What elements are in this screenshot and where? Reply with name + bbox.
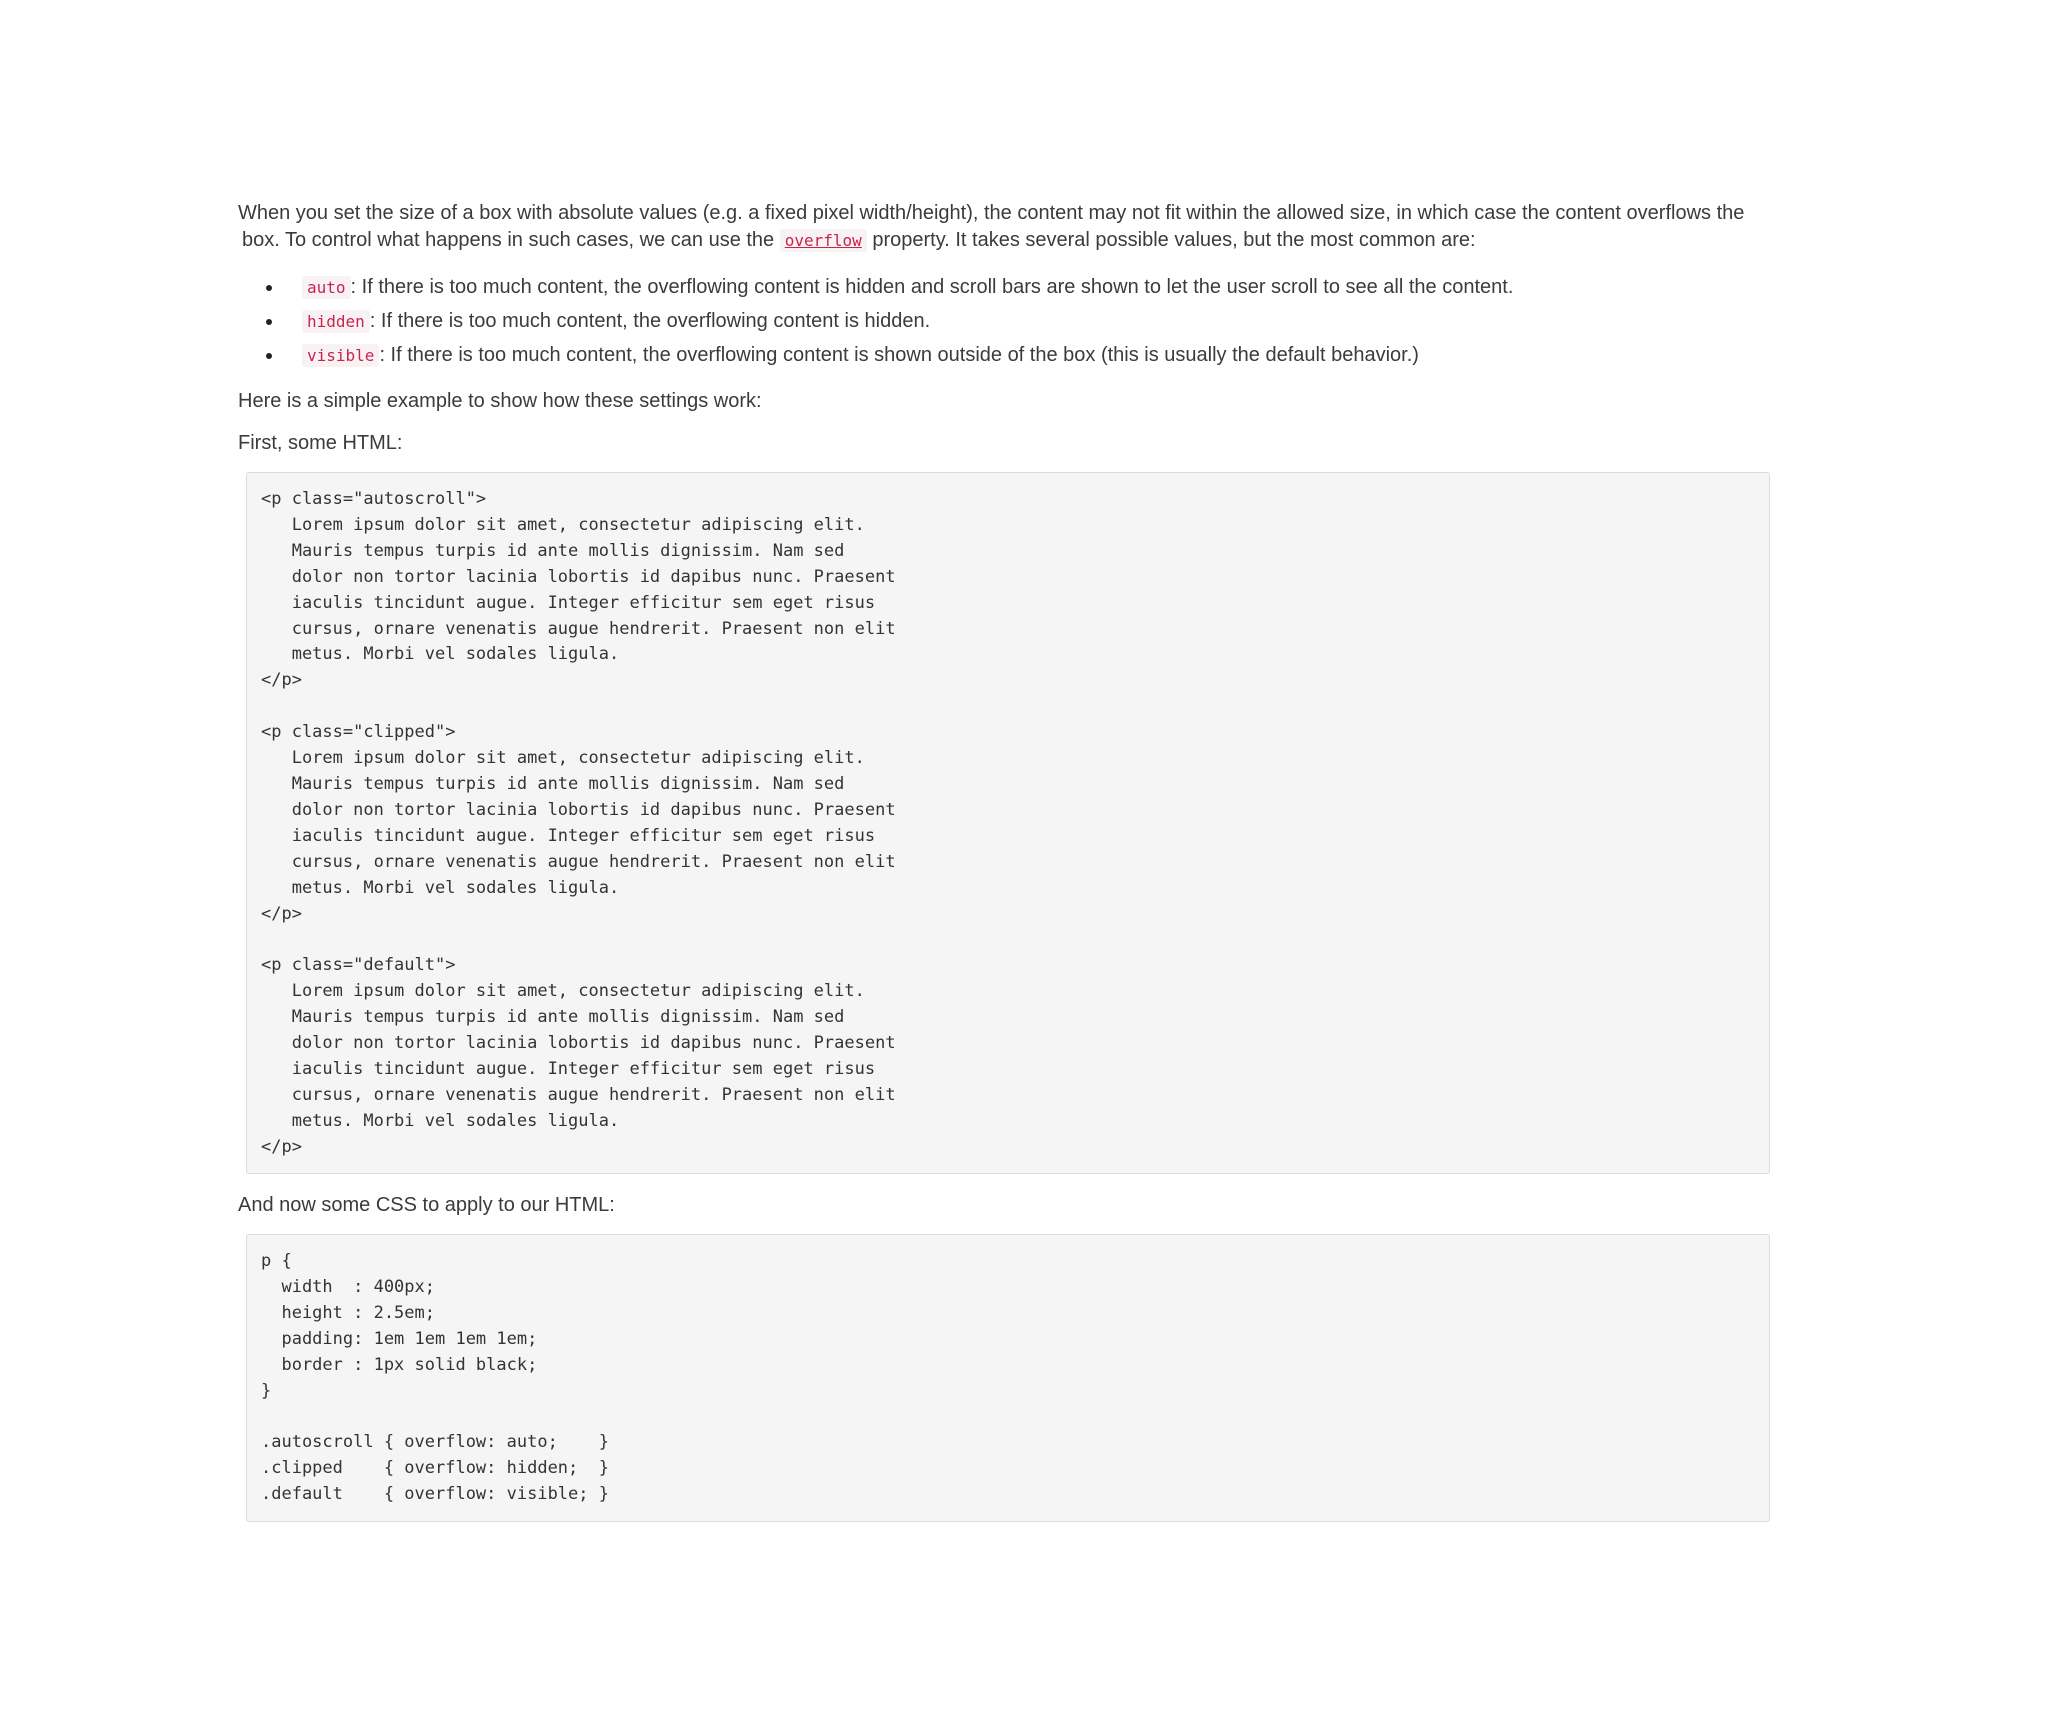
bullet-icon: [266, 353, 272, 359]
list-item: [302, 304, 1764, 338]
css-intro: And now some CSS to apply to our HTML:: [238, 1194, 615, 1216]
html-code-block: <p class="autoscroll"> Lorem ipsum dolor sit amet, consectetur adipiscing elit. Mauris tempus turpis id ante mollis dignissim. Nam sed dolor non tortor lacinia lobortis id dapibus nunc. Praesent iaculis tincidunt augue. Integer efficitur sem eget risus cursus, ornare venenatis augue hendrerit. Praesent non elit metus. Morbi vel sodales ligula. </p> <p class="clipped"> Lorem ipsum dolor sit amet, consectetur adipiscing elit. Mauris tempus turpis id ante mollis dignissim. Nam sed dolor non tortor lacinia lobortis id dapibus nunc. Praesent iaculis tincidunt augue. Integer efficitur sem eget risus cursus, ornare venenatis augue hendrerit. Praesent non elit metus. Morbi vel sodales ligula. </p> <p class="default"> Lorem ipsum dolor sit amet, consectetur adipiscing elit. Mauris tempus turpis id ante mollis dignissim. Nam sed dolor non tortor lacinia lobortis id dapibus nunc. Praesent iaculis tincidunt augue. Integer efficitur sem eget risus cursus, ornare venenatis augue hendrerit. Praesent non elit metus. Morbi vel sodales ligula. </p>: [246, 472, 1770, 1174]
list-item: [302, 338, 1764, 372]
bullet-icon: [266, 319, 272, 325]
html-intro: First, some HTML:: [238, 432, 403, 454]
code-hidden: hidden: [302, 310, 370, 333]
intro-text-after: property. It takes several possible values, but the most common are:: [866, 229, 1476, 251]
example-intro: Here is a simple example to show how these settings work:: [238, 390, 762, 412]
code-auto: auto: [302, 276, 351, 299]
list-item-text: : If there is too much content, the overflowing content is shown outside of the box (this is usually the default behavior.): [379, 344, 1419, 366]
css-code-block: p { width : 400px; height : 2.5em; padding: 1em 1em 1em 1em; border : 1px solid black; } .autoscroll { overflow: auto; } .clipped { overflow: hidden; } .default { overflow: visible; }: [246, 1234, 1770, 1522]
list-item-text: : If there is too much content, the overflowing content is hidden.: [369, 310, 931, 332]
article: [238, 200, 1764, 1540]
intro-paragraph: [238, 200, 1764, 254]
overflow-property-link[interactable]: overflow: [780, 229, 867, 252]
bullet-icon: [266, 285, 272, 291]
list-item: [302, 270, 1764, 304]
code-visible: visible: [302, 344, 379, 367]
intro-text-before: When you set the size of a box with absolute values (e.g. a fixed pixel width/height), the content may not fit within the allowed size, in which case the content overflows the box. To control what happens in such cases, we can use the: [238, 202, 1745, 251]
overflow-values-list: [242, 270, 1764, 372]
list-item-text: : If there is too much content, the overflowing content is hidden and scroll bars are shown to let the user scroll to see all the content.: [350, 276, 1514, 298]
